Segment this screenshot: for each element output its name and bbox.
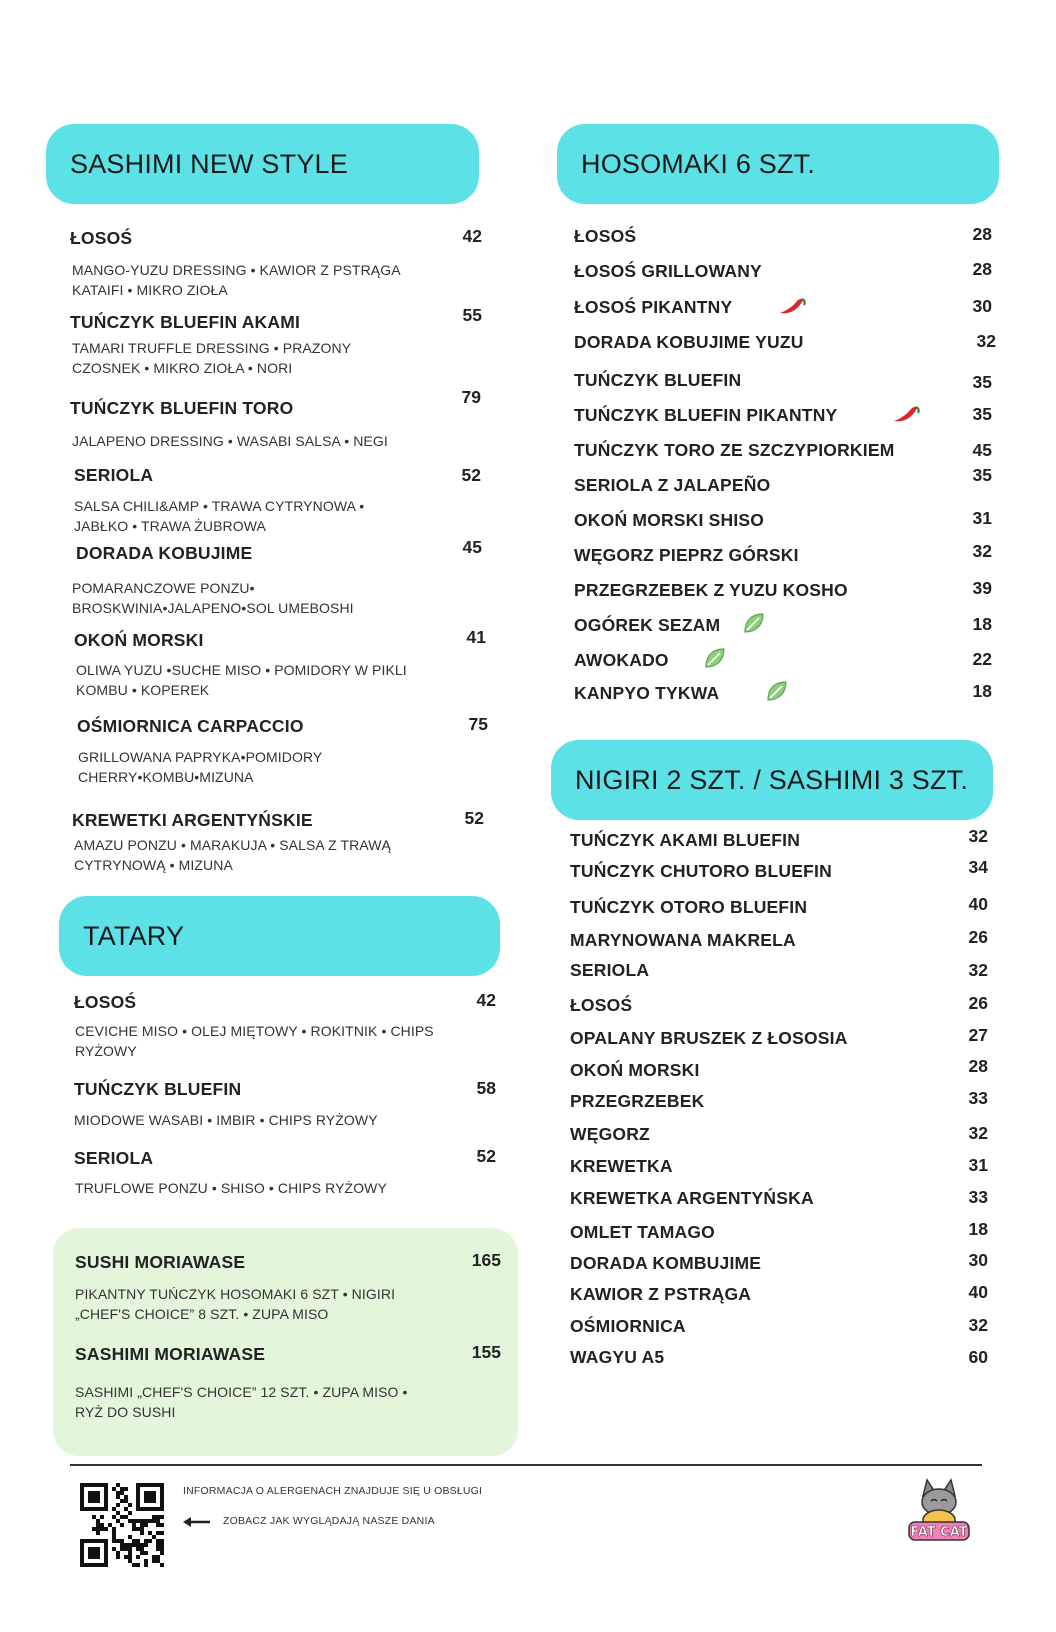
allergen-info-text: INFORMACJA O ALERGENACH ZNAJDUJE SIĘ U OBSŁUGI: [183, 1485, 483, 1497]
menu-item-description: MANGO-YUZU DRESSING • KAWIOR Z PSTRĄGA KATAIFI • MIKRO ZIOŁA: [72, 262, 400, 298]
menu-item-description: AMAZU PONZU • MARAKUJA • SALSA Z TRAWĄ CYTRYNOWĄ • MIZUNA: [74, 837, 391, 873]
menu-item-name: SERIOLA: [570, 960, 650, 980]
menu-item-price: 34: [968, 857, 988, 877]
menu-item-description: TRUFLOWE PONZU • SHISO • CHIPS RYŻOWY: [75, 1180, 387, 1196]
menu-item-price: 79: [461, 387, 481, 407]
menu-item-description: OLIWA YUZU •SUCHE MISO • POMIDORY W PIKLI KOMBU • KOPEREK: [76, 662, 407, 698]
menu-item-description: POMARANCZOWE PONZU• BROSKWINIA•JALAPENO•SOL UMEBOSHI: [72, 580, 354, 616]
menu-item-price: 30: [972, 296, 992, 316]
menu-item-name: WAGYU A5: [570, 1347, 665, 1367]
menu-item-price: 40: [968, 1282, 988, 1302]
menu-item-name: OGÓREK SEZAM: [574, 615, 721, 635]
menu-item-price: 31: [972, 508, 992, 528]
menu-item-price: 39: [972, 578, 992, 598]
menu-item-name: KANPYO TYKWA: [574, 683, 720, 703]
menu-item-price: 30: [968, 1250, 988, 1270]
menu-item-price: 32: [968, 826, 988, 846]
menu-item-name: ŁOSOŚ: [570, 995, 633, 1015]
menu-item-name: TUŃCZYK CHUTORO BLUEFIN: [570, 861, 832, 881]
menu-item-price: 40: [968, 894, 988, 914]
menu-item-name: ŁOSOŚ PIKANTNY: [574, 297, 733, 317]
menu-item-description: SALSA CHILI&AMP • TRAWA CYTRYNOWA • JABŁKO • TRAWA ŻUBROWA: [74, 498, 365, 534]
menu-item-name: SERIOLA Z JALAPEÑO: [574, 475, 771, 495]
menu-item-name: TUŃCZYK BLUEFIN AKAMI: [70, 312, 301, 332]
menu-item-price: 60: [968, 1347, 988, 1367]
menu-item-price: 32: [972, 541, 992, 561]
menu-item-price: 33: [968, 1187, 988, 1207]
vegan-leaf-icon: [703, 646, 727, 675]
menu-item-name: ŁOSOŚ: [74, 992, 137, 1012]
menu-item-name: ŁOSOŚ GRILLOWANY: [574, 261, 762, 281]
logo-text: FAT CAT: [910, 1525, 968, 1540]
menu-item-price: 41: [466, 627, 486, 647]
menu-item-name: WĘGORZ: [570, 1124, 650, 1144]
menu-item-price: 28: [972, 259, 992, 279]
menu-item-name: OŚMIORNICA: [570, 1316, 686, 1336]
menu-item-price: 27: [968, 1025, 988, 1045]
menu-item-name: PRZEGRZEBEK Z YUZU KOSHO: [574, 580, 848, 600]
menu-item-name: ŁOSOŚ: [574, 226, 637, 246]
arrow-left-icon: [183, 1515, 211, 1527]
menu-item-price: 18: [972, 614, 992, 634]
menu-item-price: 22: [972, 649, 992, 669]
menu-item-name: TUŃCZYK BLUEFIN TORO: [70, 398, 294, 418]
menu-item-price: 26: [968, 927, 988, 947]
menu-item-name: WĘGORZ PIEPRZ GÓRSKI: [574, 545, 799, 565]
section-title: TATARY: [83, 920, 185, 951]
menu-item-price: 55: [462, 305, 482, 325]
section-title: NIGIRI 2 SZT. / SASHIMI 3 SZT.: [575, 764, 969, 795]
menu-item-name: DORADA KOBUJIME: [76, 543, 253, 563]
menu-item-price: 42: [476, 990, 496, 1010]
menu-item-price: 75: [468, 714, 488, 734]
menu-item-name: KREWETKI ARGENTYŃSKIE: [72, 810, 313, 830]
menu-item-price: 33: [968, 1088, 988, 1108]
menu-item-name: KAWIOR Z PSTRĄGA: [570, 1284, 752, 1304]
menu-item-price: 45: [972, 440, 992, 460]
menu-item-price: 155: [471, 1342, 501, 1362]
menu-item-price: 18: [972, 681, 992, 701]
menu-item-name: TUŃCZYK BLUEFIN PIKANTNY: [574, 405, 838, 425]
menu-item-name: SERIOLA: [74, 465, 154, 485]
menu-item-price: 35: [972, 465, 992, 485]
menu-item-name: OKOŃ MORSKI: [570, 1060, 700, 1080]
menu-item-name: TUŃCZYK AKAMI BLUEFIN: [570, 830, 801, 850]
menu-item-price: 26: [968, 993, 988, 1013]
menu-item-description: GRILLOWANA PAPRYKA•POMIDORY CHERRY•KOMBU•MIZUNA: [78, 749, 323, 785]
menu-item-price: 52: [476, 1146, 496, 1166]
section-header-tatary: [59, 896, 500, 976]
menu-item-name: SUSHI MORIAWASE: [75, 1252, 246, 1272]
menu-item-name: OKOŃ MORSKI SHISO: [574, 510, 765, 530]
menu-item-name: PRZEGRZEBEK: [570, 1091, 705, 1111]
fat-cat-logo: [903, 1474, 975, 1546]
menu-item-name: OPALANY BRUSZEK Z ŁOSOSIA: [570, 1028, 848, 1048]
menu-item-name: OMLET TAMAGO: [570, 1222, 715, 1242]
section-header-sashimi: [46, 124, 479, 204]
qr-code-icon[interactable]: [80, 1483, 164, 1567]
menu-item-price: 28: [968, 1056, 988, 1076]
menu-item-price: 32: [968, 1315, 988, 1335]
menu-item-name: OŚMIORNICA CARPACCIO: [77, 716, 304, 736]
menu-item-price: 45: [462, 537, 482, 557]
menu-item-name: AWOKADO: [574, 650, 669, 670]
chili-pepper-icon: [892, 403, 922, 430]
section-title: SASHIMI NEW STYLE: [70, 148, 348, 179]
menu-item-name: DORADA KOBUJIME YUZU: [574, 332, 804, 352]
menu-item-name: TUŃCZYK TORO ZE SZCZYPIORKIEM: [574, 440, 895, 460]
menu-item-name: DORADA KOMBUJIME: [570, 1253, 762, 1273]
section-header-hosomaki: [557, 124, 999, 204]
menu-item-price: 18: [968, 1219, 988, 1239]
section-header-nigiri: [551, 740, 993, 820]
menu-item-name: TUŃCZYK BLUEFIN: [574, 370, 742, 390]
menu-item-name: OKOŃ MORSKI: [74, 630, 204, 650]
menu-item-price: 42: [462, 226, 482, 246]
menu-item-description: PIKANTNY TUŃCZYK HOSOMAKI 6 SZT • NIGIRI „CHEF'S CHOICE” 8 SZT. • ZUPA MISO: [75, 1286, 396, 1322]
menu-item-price: 35: [972, 372, 992, 392]
menu-item-price: 52: [464, 808, 484, 828]
menu-item-name: ŁOSOŚ: [70, 228, 133, 248]
menu-item-name: MARYNOWANA MAKRELA: [570, 930, 796, 950]
section-title: HOSOMAKI 6 SZT.: [581, 148, 816, 179]
menu-item-name: SERIOLA: [74, 1148, 154, 1168]
menu-item-description: MIODOWE WASABI • IMBIR • CHIPS RYŻOWY: [74, 1112, 378, 1128]
vegan-leaf-icon: [742, 611, 766, 640]
vegan-leaf-icon: [765, 679, 789, 708]
menu-item-description: SASHIMI „CHEF'S CHOICE” 12 SZT. • ZUPA MISO • RYŻ DO SUSHI: [75, 1384, 408, 1420]
menu-item-price: 28: [972, 224, 992, 244]
menu-item-price: 32: [968, 960, 988, 980]
chili-pepper-icon: [778, 295, 808, 322]
menu-item-price: 35: [972, 404, 992, 424]
menu-item-name: TUŃCZYK BLUEFIN: [74, 1079, 242, 1099]
menu-item-description: JALAPENO DRESSING • WASABI SALSA • NEGI: [72, 433, 388, 449]
menu-item-description: CEVICHE MISO • OLEJ MIĘTOWY • ROKITNIK • CHIPS RYŻOWY: [75, 1023, 434, 1059]
menu-item-price: 165: [471, 1250, 501, 1270]
see-dishes-link[interactable]: ZOBACZ JAK WYGLĄDAJĄ NASZE DANIA: [223, 1515, 435, 1527]
menu-item-price: 58: [476, 1078, 496, 1098]
menu-item-name: KREWETKA ARGENTYŃSKA: [570, 1188, 814, 1208]
menu-item-name: SASHIMI MORIAWASE: [75, 1344, 266, 1364]
menu-item-price: 32: [968, 1123, 988, 1143]
menu-item-price: 52: [461, 465, 481, 485]
menu-item-price: 31: [968, 1155, 988, 1175]
menu-item-description: TAMARI TRUFFLE DRESSING • PRAZONY CZOSNEK • MIKRO ZIOŁA • NORI: [72, 340, 351, 376]
menu-item-name: TUŃCZYK OTORO BLUEFIN: [570, 897, 808, 917]
menu-item-price: 32: [976, 331, 996, 351]
menu-item-name: KREWETKA: [570, 1156, 673, 1176]
footer-divider: [70, 1464, 982, 1466]
